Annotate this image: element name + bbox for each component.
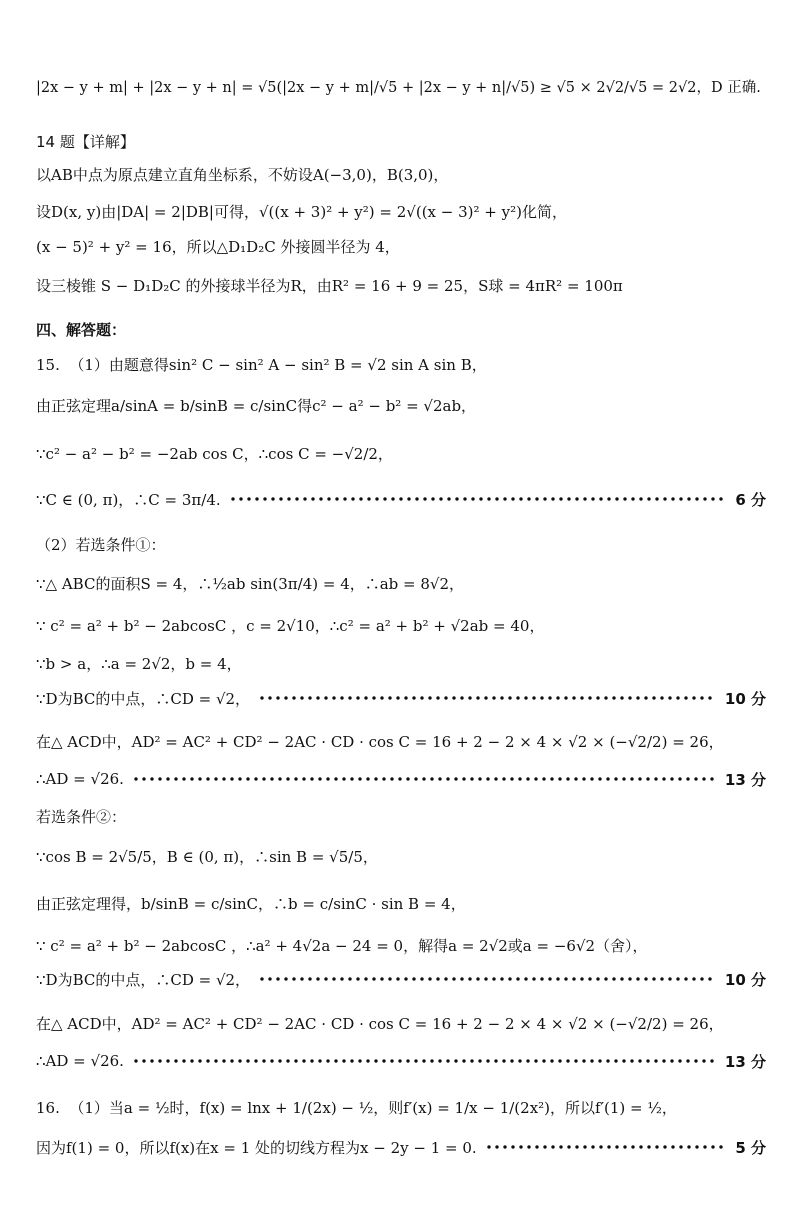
line-text: |2x − y + m| + |2x − y + n| = √5(|2x − y + m|/√5 + |2x − y + n|/√5) ≥ √5 × 2√2/√5 = 2√2，D 正确. [36, 79, 761, 96]
line-text: ∵D为BC的中点，∴CD = √2， [36, 970, 251, 989]
line-text: ∵ c² = a² + b² − 2abcosC ，c = 2√10，∴c² = a² + b² + √2ab = 40， [36, 616, 545, 635]
score-label: 5 分 [735, 1138, 766, 1157]
line-text: ∵D为BC的中点，∴CD = √2， [36, 689, 251, 708]
score-label: 13 分 [724, 1052, 766, 1071]
question-16-part-1 [36, 1094, 766, 1120]
line-text: 四、解答题： [36, 320, 127, 339]
line-text: ∵C ∈ (0, π)，∴C = 3π/4. [36, 490, 221, 509]
question-15-part-1 [36, 353, 766, 375]
line-text: 以AB中点为原点建立直角坐标系，不妨设A(−3,0)，B(3,0)， [36, 165, 449, 184]
line-text: 在△ ACD中，AD² = AC² + CD² − 2AC · CD · cos C = 16 + 2 − 2 × 4 × √2 × (−√2/2) = 26， [36, 732, 724, 751]
leader-dots [485, 1144, 726, 1150]
line-text: 16. （1）当a = ½时，f(x) = lnx + 1/(2x) − ½，则f′(x) = 1/x − 1/(2x²)，所以f′(1) = ½， [36, 1098, 677, 1117]
line-cosine-law [36, 614, 766, 636]
leader-dots [258, 695, 715, 701]
line-text: ∵cos B = 2√5/5，B ∈ (0, π)，∴sin B = √5/5， [36, 847, 378, 866]
line-cos-b [36, 843, 766, 869]
line-sphere-radius [36, 274, 766, 296]
line-circle-equation [36, 235, 766, 257]
line-text: ∵c² − a² − b² = −2ab cos C，∴cos C = −√2/2， [36, 444, 393, 463]
score-label: 10 分 [724, 970, 766, 989]
line-distance-equation [36, 198, 766, 224]
line-tangent [36, 1136, 766, 1158]
line-ad-squared [36, 726, 766, 756]
line-solve-ab [36, 652, 766, 674]
line-abs-inequality [36, 68, 766, 104]
line-text: ∵ c² = a² + b² − 2abcosC ，∴a² + 4√2a − 24 = 0，解得a = 2√2或a = −6√2（舍）， [36, 936, 648, 955]
line-text: 14 题【详解】 [36, 132, 135, 151]
line-sine-law [36, 392, 766, 418]
leader-dots [229, 496, 726, 502]
line-cos-c [36, 440, 766, 466]
leader-dots [132, 1058, 715, 1064]
leader-dots [258, 976, 715, 982]
line-text: ∵b > a，∴a = 2√2，b = 4， [36, 654, 242, 673]
line-text: 由正弦定理得，b/sinB = c/sinC，∴b = c/sinC · sin B = 4， [36, 894, 466, 913]
line-quadratic [36, 934, 766, 956]
line-text: 15. （1）由题意得sin² C − sin² A − sin² B = √2 sin A sin B， [36, 355, 487, 374]
line-text: 若选条件②： [36, 807, 127, 826]
line-text: 因为f(1) = 0，所以f(x)在x = 1 处的切线方程为x − 2y − 1 = 0. [36, 1138, 477, 1157]
line-midpoint-2 [36, 968, 766, 990]
score-label: 6 分 [735, 490, 766, 509]
section-heading-answers [36, 318, 766, 340]
score-label: 13 分 [724, 770, 766, 789]
line-ad-result [36, 768, 766, 790]
line-text: 设三棱锥 S − D₁D₂C 的外接球半径为R，由R² = 16 + 9 = 25，S球 = 4πR² = 100π [36, 276, 623, 295]
line-text: ∴AD = √26. [36, 770, 124, 788]
question-14-heading [36, 130, 766, 152]
line-area [36, 570, 766, 596]
question-15-part-2-option-1 [36, 533, 766, 555]
question-15-part-2-option-2 [36, 805, 766, 827]
line-ad-result-2 [36, 1050, 766, 1072]
line-angle-c [36, 486, 766, 512]
score-label: 10 分 [724, 689, 766, 708]
leader-dots [132, 776, 715, 782]
line-ad-squared-2 [36, 1008, 766, 1038]
line-coordinate-setup [36, 163, 766, 185]
line-text: 由正弦定理a/sinA = b/sinB = c/sinC得c² − a² − b² = √2ab， [36, 396, 477, 415]
line-text: （2）若选条件①： [36, 535, 166, 554]
line-text: (x − 5)² + y² = 16，所以△D₁D₂C 外接圆半径为 4， [36, 237, 400, 256]
line-text: 在△ ACD中，AD² = AC² + CD² − 2AC · CD · cos C = 16 + 2 − 2 × 4 × √2 × (−√2/2) = 26， [36, 1014, 724, 1033]
line-sine-law-b [36, 890, 766, 916]
line-text: ∵△ ABC的面积S = 4，∴½ab sin(3π/4) = 4，∴ab = 8√2， [36, 574, 465, 593]
line-midpoint [36, 687, 766, 709]
line-text: ∴AD = √26. [36, 1052, 124, 1070]
line-text: 设D(x, y)由|DA| = 2|DB|可得，√((x + 3)² + y²) = 2√((x − 3)² + y²)化简， [36, 202, 567, 221]
